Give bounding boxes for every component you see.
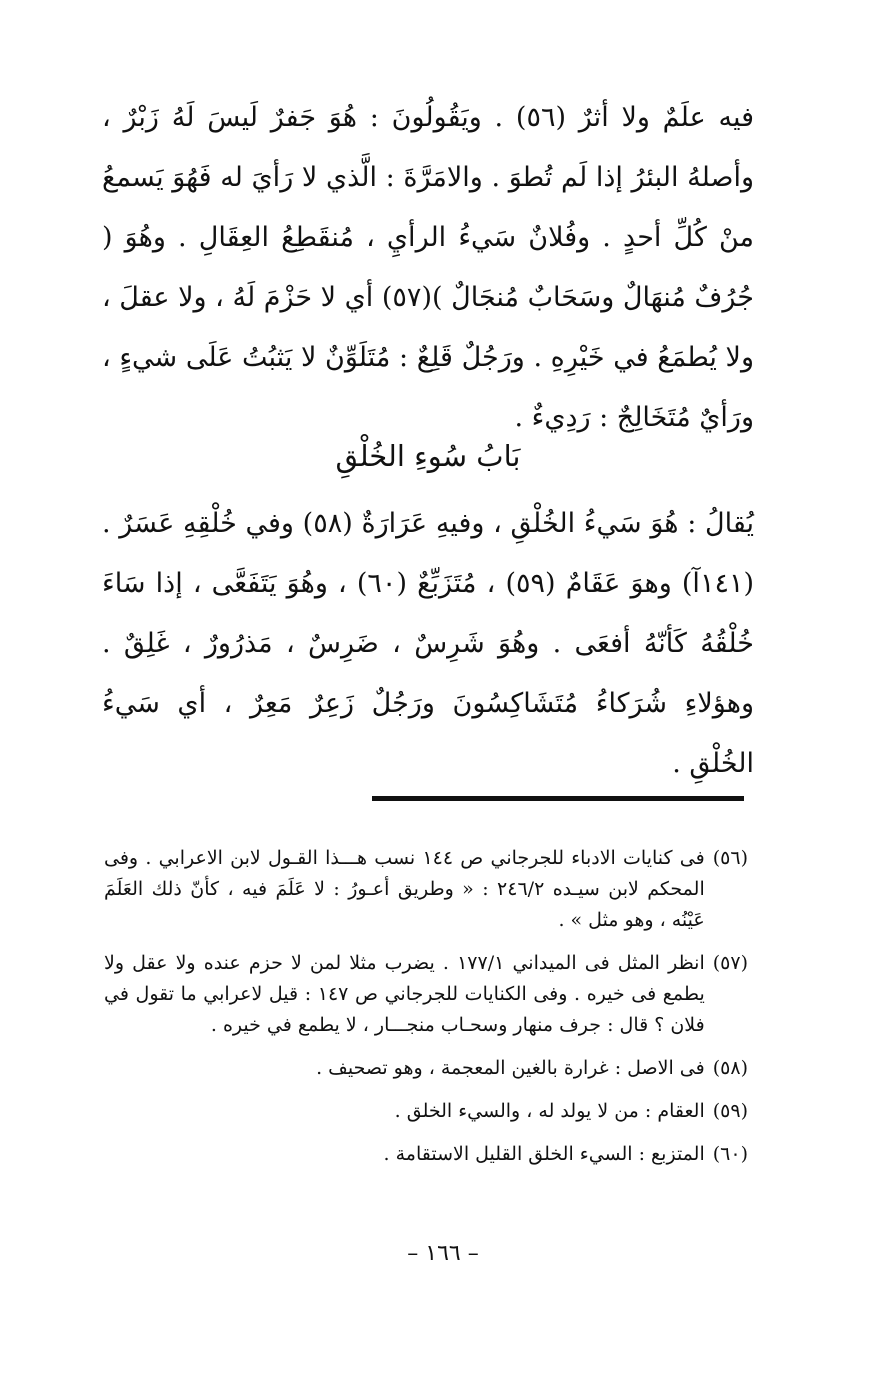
footnote-number: (٦٠) [712, 1143, 748, 1165]
page-number: – ١٦٦ – [407, 1241, 479, 1266]
footnote-text: العقام : من لا يولد له ، والسيء الخلق . [394, 1100, 705, 1122]
footnote-number: (٥٨) [712, 1057, 748, 1079]
footnote [104, 948, 748, 1041]
footnote [104, 1096, 748, 1127]
body-paragraph: يُقالُ : هُوَ سَيءُ الخُلْقِ ، وفيهِ عَرَارَةٌ (٥٨) وفي خُلْقِهِ عَسَرٌ . (١٤١آ) وهوَ عَقَامٌ (٥٩) ، مُتَزَبِّعٌ (٦٠) ، وهُوَ يَتَفَعَّى ، إذا سَاءَ خُلْقُهُ كَأنّهُ أفعَى . وهُوَ شَرِسٌ ، ضَرِسٌ ، مَذرُورٌ ، غَلِقٌ . وهؤلاءِ شُرَكاءُ مُتَشَاكِسُونَ ورَجُلٌ زَعِرٌ مَعِرٌ ، أي سَيءُ الخُلْقِ . [102, 508, 754, 779]
footnote-number: (٥٦) [712, 847, 748, 869]
footnote-separator-line [372, 796, 744, 801]
footnote [104, 1053, 748, 1084]
section-heading: بَابُ سُوءِ الخُلْقِ [335, 439, 521, 473]
footnote [104, 843, 748, 936]
footnote-text: المتزبع : السيء الخلق القليل الاستقامة . [383, 1143, 705, 1165]
footnote-text: انظر المثل فى الميداني ١٧٧/١ . يضرب مثلا لمن لا حزم عنده ولا عقل ولا يطمع فى خيره . وفى الكنايات للجرجاني ص ١٤٧ : قيل لاعرابي ما تقول في فلان ؟ قال : جرف منهار وسحـاب منجـــار ، لا يطمع في خيره . [104, 952, 705, 1036]
footnotes-section [104, 843, 748, 1182]
body-paragraph: فيه علَمٌ ولا أثرٌ (٥٦) . ويَقُولُونَ : هُوَ جَفرٌ لَيسَ لَهُ زَبْرٌ ، وأصلهُ البئرُ إذا لَم تُطوَ . والامَرَّةَ : الَّذي لا رَأيَ له فَهُوَ يَسمعُ منْ كُلِّ أحدٍ . وفُلانٌ سَيءُ الرأيِ ، مُنقَطِعُ العِقَالِ . وهُوَ ( جُرُفٌ مُنهَالٌ وسَحَابٌ مُنجَالٌ )(٥٧) أي لا حَزْمَ لَهُ ، ولا عقلَ ، ولا يُطمَعُ في خَيْرِهِ . ورَجُلٌ قَلِعٌ : مُتَلَوِّنٌ لا يَثبُتُ عَلَى شيءٍ ، ورَأيٌ مُتَخَالِجٌ : رَدِيءٌ . [102, 102, 755, 433]
footnote-number: (٥٩) [712, 1100, 748, 1122]
footnote [104, 1139, 748, 1170]
footnote-number: (٥٧) [712, 952, 748, 974]
footnote-text: فى الاصل : غرارة بالغين المعجمة ، وهو تصحيف . [316, 1057, 705, 1079]
main-text-block-1 [102, 88, 754, 448]
main-text-block-2 [102, 494, 754, 794]
footnote-text: فى كنايات الادباء للجرجاني ص ١٤٤ نسب هـــذا القـول لابن الاعرابي . وفى المحكم لابن سيـده ٢٤٦/٢ : « وطريق أعـورُ : لا عَلَمَ فيه ، كأنّ ذلك العَلَمَ عَيْنُه ، وهو مثل » . [104, 847, 705, 931]
